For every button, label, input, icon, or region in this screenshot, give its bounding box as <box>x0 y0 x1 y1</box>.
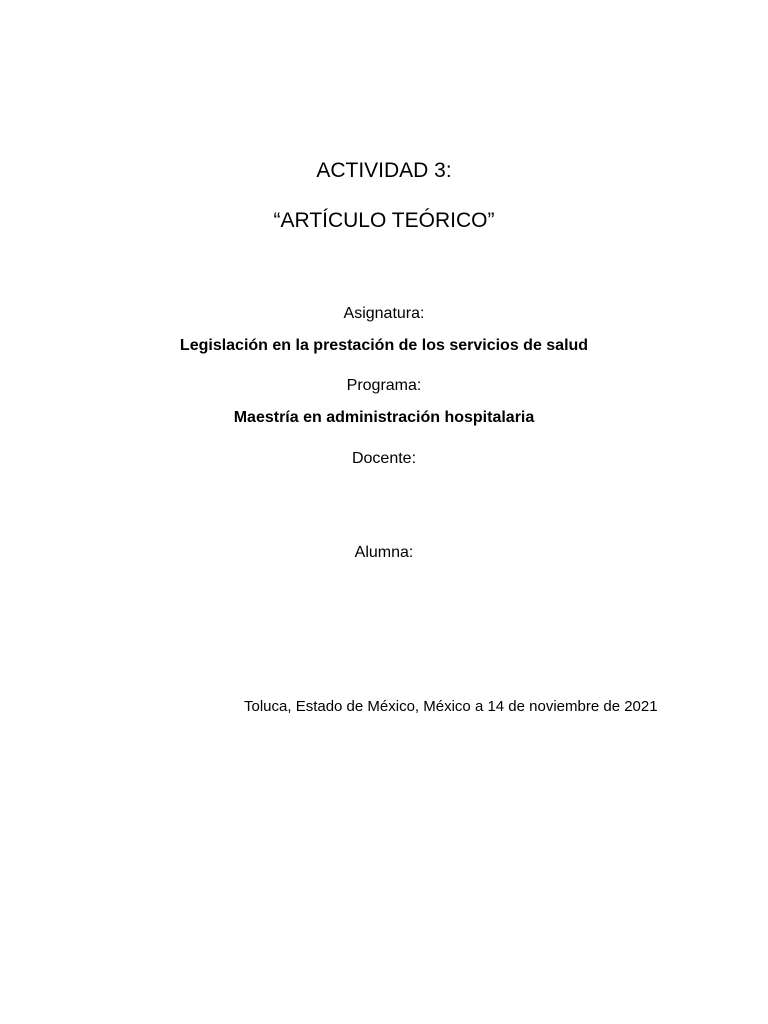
subject-label: Asignatura: <box>343 305 425 322</box>
subject-value: Legislación en la prestación de los servicios de salud <box>179 337 589 354</box>
place-and-date: Toluca, Estado de México, México a 14 de noviembre de 2021 <box>244 698 658 715</box>
activity-heading: ACTIVIDAD 3: <box>316 159 452 182</box>
program-label: Programa: <box>346 377 422 394</box>
document-title: “ARTÍCULO TEÓRICO” <box>273 209 495 232</box>
program-value: Maestría en administración hospitalaria <box>233 409 535 426</box>
student-label: Alumna: <box>354 544 414 561</box>
teacher-label: Docente: <box>351 450 417 467</box>
